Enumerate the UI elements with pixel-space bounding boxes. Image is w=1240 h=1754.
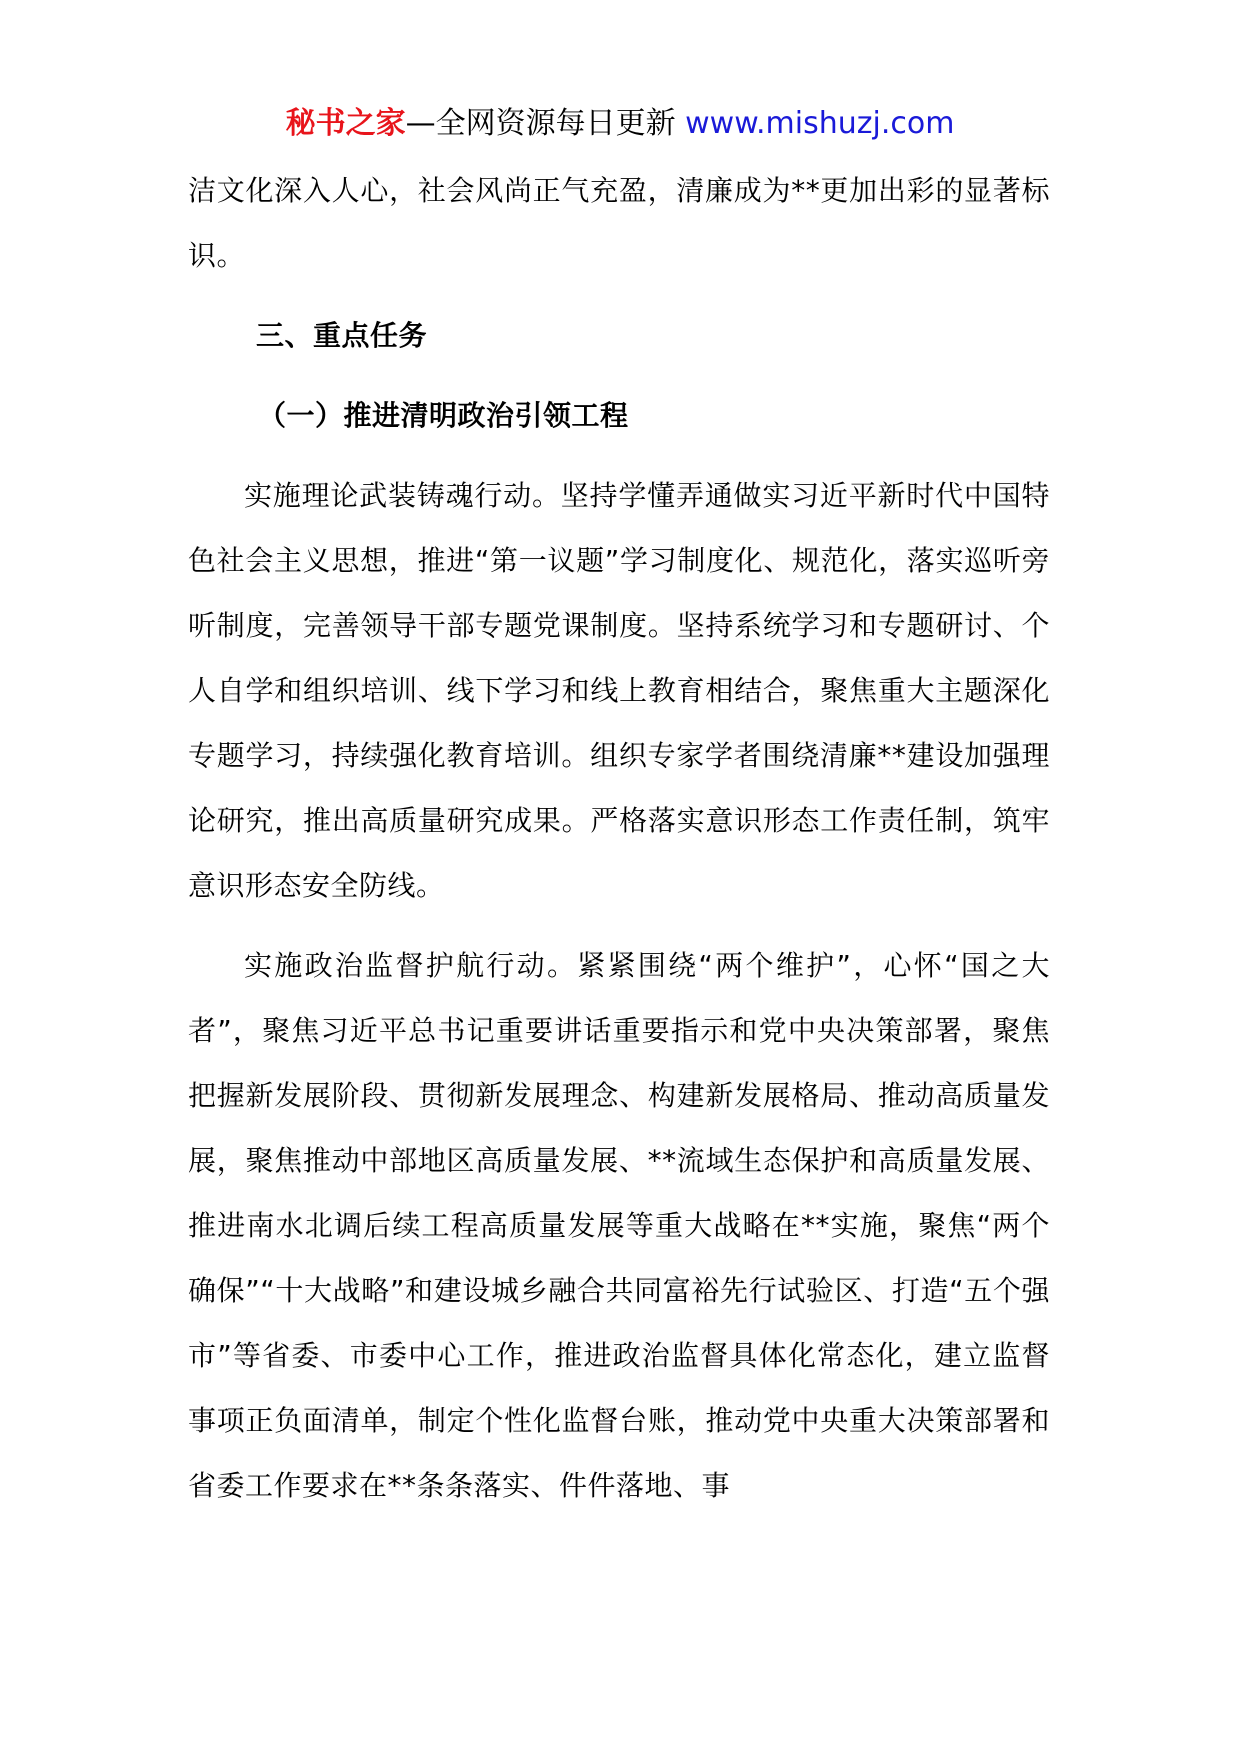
header-tagline: —全网资源每日更新 [405,106,686,141]
body-paragraph: 实施理论武装铸魂行动。坚持学懂弄通做实习近平新时代中国特色社会主义思想，推进“第一议题”学习制度化、规范化，落实巡听旁听制度，完善领导干部专题党课制度。坚持系统学习和专题研讨、个人自学和组织培训、线下学习和线上教育相结合，聚焦重大主题深化专题学习，持续强化教育培训。组织专家学者围绕清廉**建设加强理论研究，推出高质量研究成果。严格落实意识形态工作责任制，筑牢意识形态安全防线。 [188,479,1050,902]
brand-name: 秘书之家 [285,106,406,141]
document-body [188,158,1050,1518]
site-url[interactable]: www.mishuzj.com [685,106,955,141]
body-paragraph: 实施政治监督护航行动。紧紧围绕“两个维护”，心怀“国之大者”，聚焦习近平总书记重要讲话重要指示和党中央决策部署，聚焦把握新发展阶段、贯彻新发展理念、构建新发展格局、推动高质量发展，聚焦推动中部地区高质量发展、**流域生态保护和高质量发展、推进南水北调后续工程高质量发展等重大战略在**实施，聚焦“两个确保”“十大战略”和建设城乡融合共同富裕先行试验区、打造“五个强市”等省委、市委中心工作，推进政治监督具体化常态化，建立监督事项正负面清单，制定个性化监督台账，推动党中央重大决策部署和省委工作要求在**条条落实、件件落地、事 [188,949,1050,1502]
watermark-header [0,102,1240,146]
subsection-heading: （一）推进清明政治引领工程 [258,399,629,432]
section-heading: 三、重点任务 [256,319,428,352]
continuation-paragraph: 洁文化深入人心，社会风尚正气充盈，清廉成为**更加出彩的显著标识。 [188,174,1050,272]
